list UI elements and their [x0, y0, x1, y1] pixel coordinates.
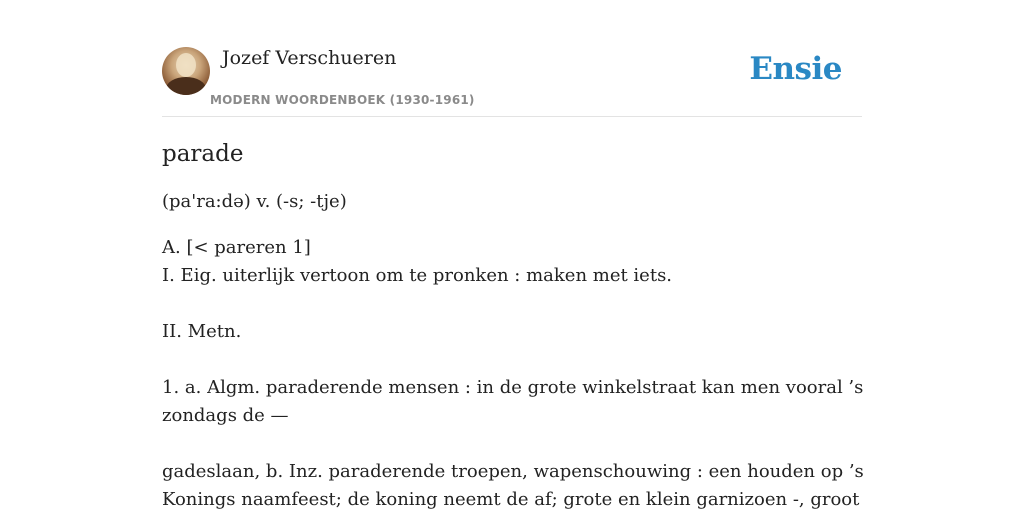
entry-header [162, 46, 862, 117]
avatar-body-shape [166, 77, 206, 95]
definition-line: I. Eig. uiterlijk vertoon om te pronken : maken met iets. [162, 265, 673, 286]
author-avatar[interactable] [162, 47, 210, 95]
entry-content [162, 138, 864, 512]
site-logo[interactable]: Ensie [749, 51, 842, 87]
definition-line: II. Metn. [162, 321, 242, 342]
source-label[interactable]: MODERN WOORDENBOEK (1930-1961) [210, 93, 475, 107]
definition-line [162, 346, 842, 374]
definition-line [162, 290, 842, 318]
entry-pronunciation: (pa'ra:də) v. (-s; -tje) [162, 191, 347, 212]
avatar-head-shape [176, 53, 196, 77]
definition-line: gadeslaan, b. Inz. paraderende troepen, wapenschouwing : een houden op ’s [162, 461, 864, 482]
definition-line: A. [< pareren 1] [162, 237, 311, 258]
definition-line: Konings naamfeest; de koning neemt de af; grote en klein garnizoen -, groot [162, 489, 860, 510]
definition-line: zondags de — [162, 405, 289, 426]
definition-line: 1. a. Algm. paraderende mensen : in de grote winkelstraat kan men vooral ’s [162, 377, 864, 398]
entry-definition [162, 234, 864, 512]
entry-title: parade [162, 141, 244, 167]
author-name[interactable]: Jozef Verschueren [222, 47, 397, 69]
definition-line [162, 430, 842, 458]
